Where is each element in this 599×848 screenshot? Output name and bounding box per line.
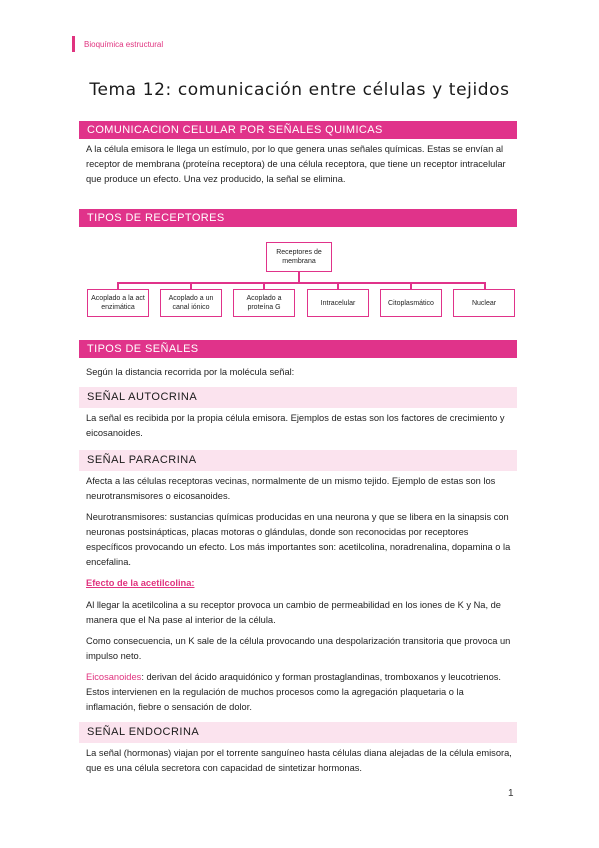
- text-eicosanoides: [86, 670, 514, 715]
- diagram-child-box: Acoplado a un canal iónico: [160, 289, 222, 317]
- page-title: Tema 12: comunicación entre células y tejidos: [89, 80, 510, 100]
- eicosanoides-definition: : derivan del ácido araquidónico y forman prostaglandinas, tromboxanos y leucotrienos. Estos intervienen en la regulación de muchos procesos como la agregación plaquetaria o la inflamación, fiebre o sensación de dolor.: [86, 672, 501, 712]
- heading-efecto-acetilcolina: Efecto de la acetilcolina:: [86, 578, 195, 588]
- diagram-child-box: Acoplado a la act enzimática: [87, 289, 149, 317]
- header-accent-bar: [72, 36, 75, 52]
- diagram-child-box: Acoplado a proteína G: [233, 289, 295, 317]
- header-course: Bioquímica estructural: [84, 40, 164, 49]
- diagram-drop-2: [190, 282, 192, 289]
- diagram-child-box: Citoplasmático: [380, 289, 442, 317]
- term-eicosanoides: Eicosanoides: [86, 672, 142, 682]
- text-autocrina: La señal es recibida por la propia célula emisora. Ejemplos de estas son los factores de crecimiento y eicosanoides.: [86, 413, 505, 438]
- diagram-child-box: Intracelular: [307, 289, 369, 317]
- subheading-autocrina: SEÑAL AUTOCRINA: [79, 387, 517, 408]
- diagram-connector-vertical: [298, 272, 300, 282]
- diagram-connector-horizontal: [117, 282, 485, 284]
- diagram-drop-5: [410, 282, 412, 289]
- section-heading-comunicacion: COMUNICACION CELULAR POR SEÑALES QUIMICAS: [79, 121, 517, 139]
- section-heading-receptores: TIPOS DE RECEPTORES: [79, 209, 517, 227]
- section-text-comunicacion: A la célula emisora le llega un estímulo, por lo que genera unas señales químicas. Estas se envían al receptor de membrana (proteína receptora) de una célula receptora, que tiene un receptor intracelular que produce un efecto. Una vez producido, la señal se elimina.: [86, 144, 506, 184]
- diagram-drop-1: [117, 282, 119, 289]
- diagram-child-box: Nuclear: [453, 289, 515, 317]
- text-paracrina-neurotransmisores: Neurotransmisores: sustancias químicas producidas en una neurona y que se libera en la sinapsis con neuronas postsinápticas, placas motoras o glándulas, donde son reconocidas por receptores específicos provocando un efecto. Los más importantes son: acetilcolina, noradrenalina, dopamina o la encefalina.: [86, 512, 511, 567]
- senales-intro: Según la distancia recorrida por la molécula señal:: [86, 367, 295, 377]
- page-number: 1: [508, 788, 514, 799]
- section-heading-senales: TIPOS DE SEÑALES: [79, 340, 517, 358]
- diagram-drop-3: [263, 282, 265, 289]
- subheading-paracrina: SEÑAL PARACRINA: [79, 450, 517, 471]
- diagram-root-box: Receptores de membrana: [266, 242, 332, 272]
- diagram-drop-6: [484, 282, 486, 289]
- diagram-drop-4: [337, 282, 339, 289]
- text-paracrina-1: Afecta a las células receptoras vecinas, normalmente de un mismo tejido. Ejemplo de estas son los neurotransmisores o eicosanoides.: [86, 476, 496, 501]
- subheading-endocrina: SEÑAL ENDOCRINA: [79, 722, 517, 743]
- text-acetilcolina-1: Al llegar la acetilcolina a su receptor provoca un cambio de permeabilidad en los iones de K y Na, de manera que el Na pase al interior de la célula.: [86, 600, 501, 625]
- text-acetilcolina-2: Como consecuencia, un K sale de la célula provocando una despolarización transitoria que provoca un impulso neto.: [86, 636, 511, 661]
- text-endocrina: La señal (hormonas) viajan por el torrente sanguíneo hasta células diana alejadas de la célula emisora, que es una célula secretora con capacidad de sintetizar hormonas.: [86, 748, 512, 773]
